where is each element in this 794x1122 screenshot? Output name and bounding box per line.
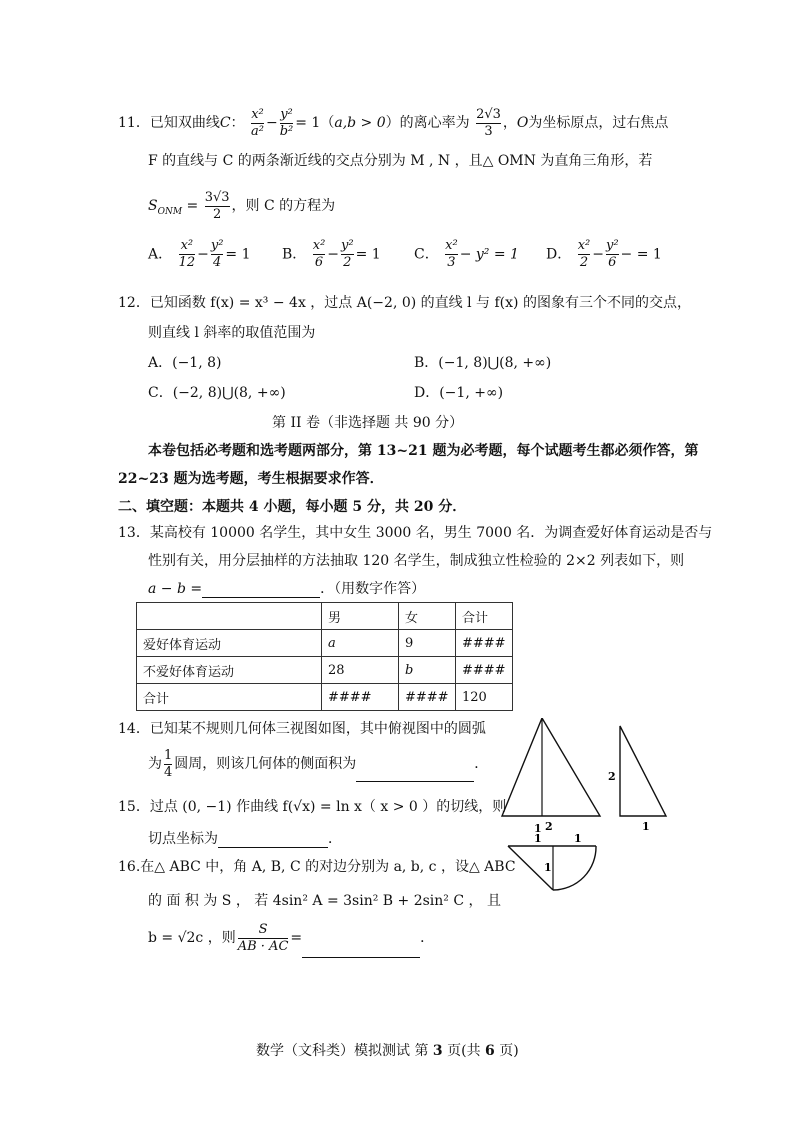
q14-line2: 为 $\frac{1}{4}$ 圆周，则该几何体的侧面积为 ． [148, 746, 488, 782]
q11-line2: F 的直线与 C 的两条渐近线的交点分别为 M , N ，且△ OMN 为直角三角形，若 [148, 153, 653, 169]
front-view-bottom-label: 2 [545, 820, 553, 833]
front-view-left-label: 1 [534, 822, 542, 835]
page-footer: 数学（文科类）模拟测试 第 3 页(共 6 页) [256, 1043, 519, 1059]
q11-option-d[interactable]: D． $\frac{\text{x²}}{2}$ − $\frac{\text{y²}}{6}$ − = 1 [546, 238, 662, 270]
table-header-row: 男 女 合计 [137, 603, 513, 630]
q11-line3: $S_{ONM}$ = $\frac{3√3}{2}$ ，则 C 的方程为 [148, 189, 336, 222]
three-view-figure [498, 718, 618, 918]
side-view-height-label: 2 [608, 770, 616, 783]
front-view-triangle [502, 718, 600, 816]
top-view-arc [553, 846, 596, 890]
q11-option-b[interactable]: B． $\frac{\text{x²}}{6}$ − $\frac{\text{y²}}{2}$ = 1 [282, 238, 381, 270]
q16-line2: 的 面 积 为 S ， 若 4sin² A = 3sin² B + 2sin² C ， 且 [148, 893, 501, 909]
table-row: 不爱好体育运动 28 b #### [137, 657, 513, 684]
table-row: 合计 #### #### 120 [137, 684, 513, 711]
side-view-bottom-label: 1 [642, 820, 650, 833]
q14-line1: 14．已知某不规则几何体三视图如图，其中俯视图中的圆弧 [118, 721, 486, 737]
q16-line3: b = √2c ，则 $\frac{S}{AB \cdot AC}$ = ． [148, 918, 434, 958]
q12-line1: 12．已知函数 f(x) = x³ − 4x ，过点 A(−2, 0) 的直线 l 与 f(x) 的图象有三个不同的交点， [118, 295, 691, 311]
q14-answer-blank[interactable] [356, 767, 474, 782]
q11-option-a[interactable]: A． $\frac{\text{x²}}{12}$ − $\frac{\text{y²}}{4}$ = 1 [148, 238, 251, 270]
q11-line1: 11．已知双曲线C： $\frac{\text{x²}}{\text{a²}}$ − $\frac{\text{y²}}{\text{b²}}$ = 1（a,b > 0）的离心率为 $\frac{2√3}{3}$ ，O为坐标原点，过右焦点 [118, 106, 669, 139]
q15-answer-blank[interactable] [218, 833, 328, 848]
q12-option-c[interactable]: C．(−2, 8)⋃(8, +∞) [148, 385, 286, 401]
part2-title: 第 II 卷（非选择题 共 90 分） [272, 415, 464, 431]
q16-answer-blank[interactable] [302, 943, 420, 958]
top-view-right-label: 1 [574, 832, 582, 845]
q13-answer-blank[interactable] [202, 583, 320, 598]
footer-page-number: 3 [432, 1043, 443, 1059]
fill-in-section-heading: 二、填空题：本题共 4 小题，每小题 5 分，共 20 分． [118, 499, 467, 515]
q13-line2: 性别有关，用分层抽样的方法抽取 120 名学生，制成独立性检验的 2×2 列表如下，则 [148, 553, 685, 569]
q11-number: 11． [118, 115, 150, 131]
q12-option-b[interactable]: B．(−1, 8)⋃(8, +∞) [414, 355, 552, 371]
contingency-table [136, 602, 513, 711]
part2-intro-line1: 本卷包括必考题和选考题两部分，第 13~21 题为必考题，每个试题考生都必须作答，第 [148, 443, 699, 459]
side-view-figure [606, 724, 676, 834]
footer-total-pages: 6 [485, 1043, 495, 1059]
part2-intro-line2: 22~23 题为选考题，考生根据要求作答． [118, 471, 384, 487]
q13-line3: a − b = ．（用数字作答） [148, 581, 426, 597]
q12-line2: 则直线 l 斜率的取值范围为 [148, 325, 316, 341]
top-view-mid-label: 1 [544, 861, 552, 874]
q13-line1: 13．某高校有 10000 名学生，其中女生 3000 名，男生 7000 名．为调查爱好体育运动是否与 [118, 525, 713, 541]
q16-line1: 16.在△ ABC 中，角 A, B, C 的对边分别为 a, b, c ，设△ ABC [118, 859, 516, 875]
q15-line1: 15．过点 (0, −1) 作曲线 f(√x) = ln x（ x > 0 ）的切线，则 [118, 799, 507, 815]
q12-option-d[interactable]: D．(−1, +∞) [414, 385, 504, 401]
q12-option-a[interactable]: A．(−1, 8) [148, 355, 222, 371]
table-row: 爱好体育运动 a 9 #### [137, 630, 513, 657]
top-view-left-label: 1 [534, 832, 542, 845]
side-view-triangle [620, 726, 666, 816]
q15-line2: 切点坐标为 ． [148, 831, 342, 847]
q11-option-c[interactable]: C． $\frac{\text{x²}}{3}$ − y² = 1 [414, 238, 519, 270]
